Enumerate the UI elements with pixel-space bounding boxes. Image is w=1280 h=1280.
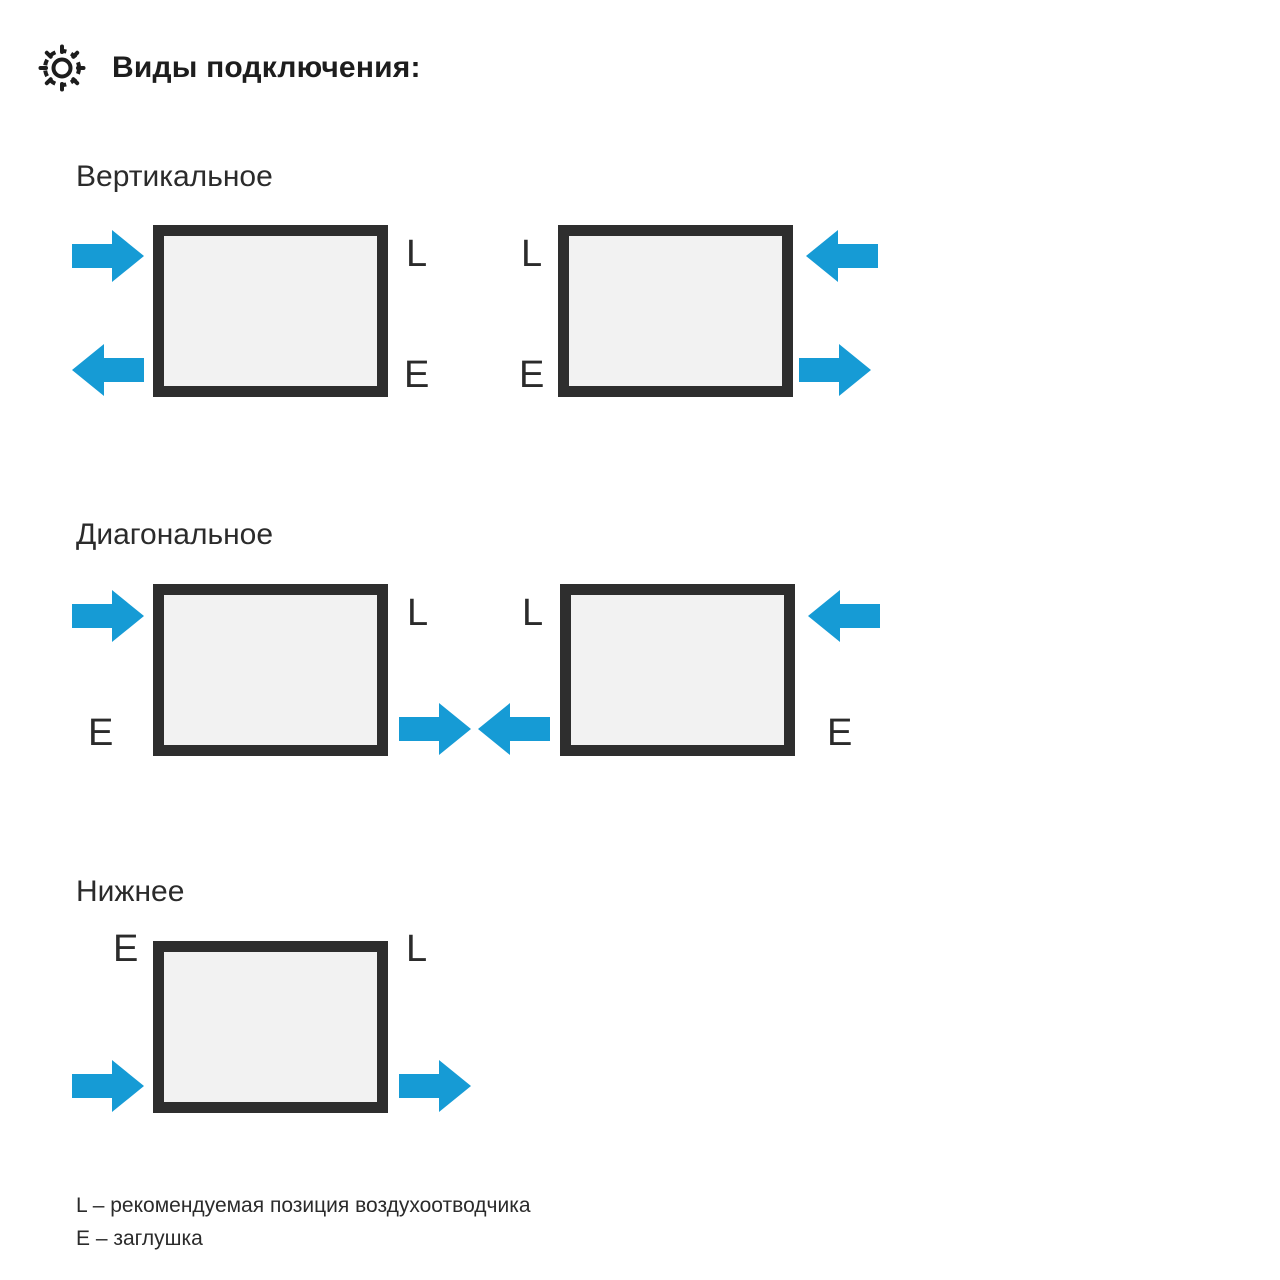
radiator-body xyxy=(558,225,793,397)
legend-line-L: L – рекомендуемая позиция воздухоотводчика xyxy=(76,1194,531,1217)
gear-icon xyxy=(36,42,88,94)
page-header xyxy=(36,42,421,94)
group-diagonal xyxy=(0,518,1280,848)
label-L: L xyxy=(406,233,428,275)
label-L: L xyxy=(522,592,544,634)
radiator-body xyxy=(153,225,388,397)
page-title: Виды подключения: xyxy=(112,51,421,84)
arrow-inlet-right xyxy=(72,1058,144,1114)
arrow-outlet-right xyxy=(399,701,471,757)
label-L: L xyxy=(407,592,429,634)
arrow-outlet-right xyxy=(399,1058,471,1114)
group-title-bottom: Нижнее xyxy=(76,875,185,908)
label-L: L xyxy=(406,928,428,970)
label-E: E xyxy=(113,928,139,970)
label-E: E xyxy=(88,712,114,754)
group-title-vertical: Вертикальное xyxy=(76,160,273,193)
group-bottom xyxy=(0,875,1280,1155)
radiator-body xyxy=(153,941,388,1113)
arrow-inlet-left xyxy=(806,228,878,284)
radiator-body xyxy=(153,584,388,756)
label-E: E xyxy=(519,354,545,396)
group-title-diagonal: Диагональное xyxy=(76,518,274,551)
arrow-outlet-left xyxy=(72,342,144,398)
arrow-inlet-right xyxy=(72,228,144,284)
group-vertical xyxy=(0,160,1280,490)
arrow-outlet-left xyxy=(478,701,550,757)
label-E: E xyxy=(827,712,853,754)
radiator-body xyxy=(560,584,795,756)
arrow-inlet-right xyxy=(72,588,144,644)
label-E: E xyxy=(404,354,430,396)
arrow-outlet-right xyxy=(799,342,871,398)
arrow-inlet-left xyxy=(808,588,880,644)
legend-line-E: E – заглушка xyxy=(76,1226,203,1250)
legend xyxy=(76,1190,976,1255)
label-L: L xyxy=(521,233,543,275)
